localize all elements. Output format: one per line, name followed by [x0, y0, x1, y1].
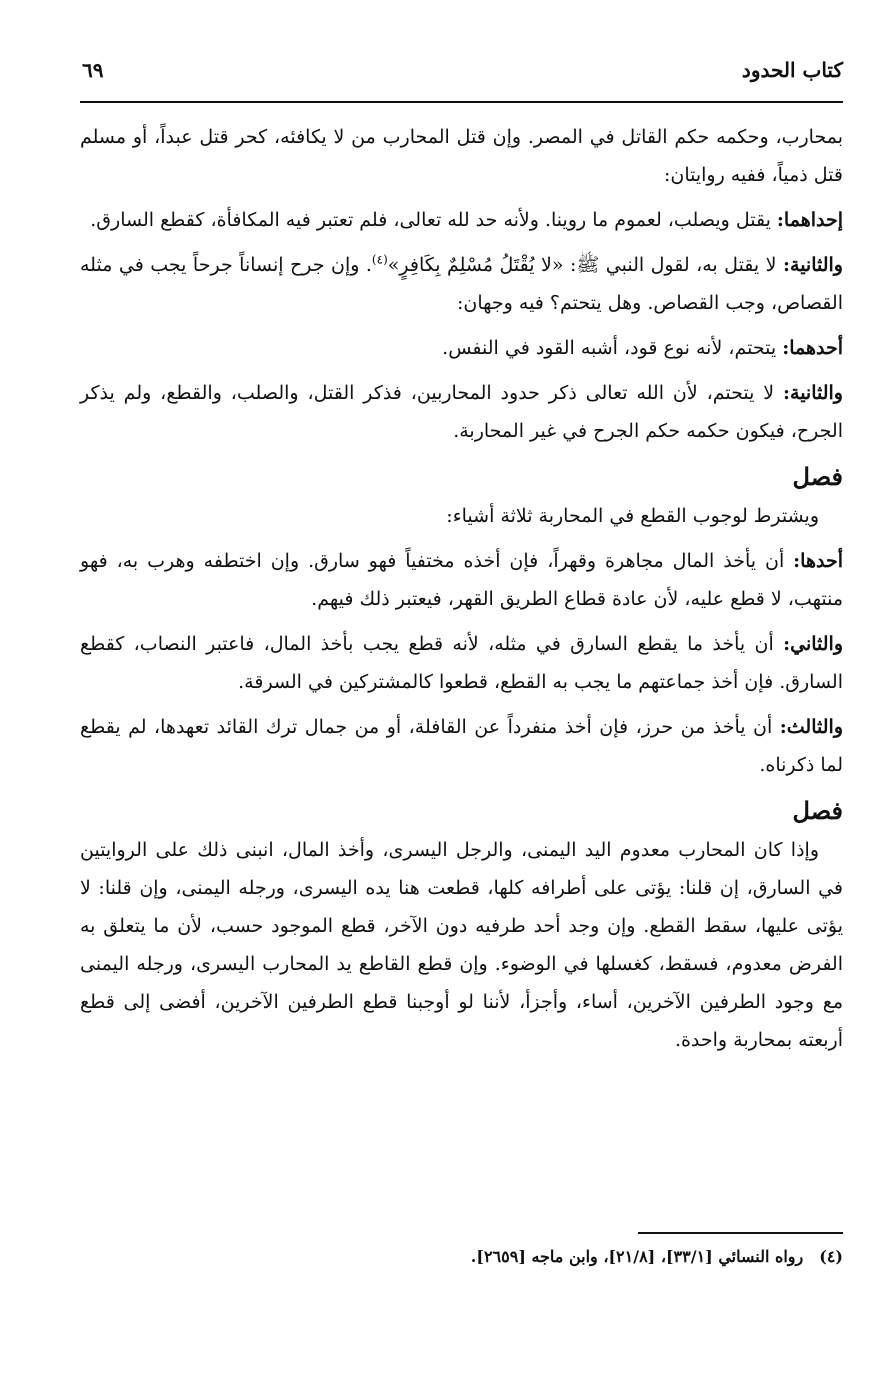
paragraph-4: أحدهما: يتحتم، لأنه نوع قود، أشبه القود في النفس.	[442, 337, 843, 359]
section-heading-1: فصل	[792, 462, 843, 491]
paragraph-1: بمحارب، وحكمه حكم القاتل في المصر. وإن قتل المحارب من لا يكافئه، كحر قتل عبداً، أو مسلم قتل ذمياً، ففيه روايتان:	[80, 126, 843, 186]
book-title: كتاب الحدود	[741, 58, 843, 82]
section1-intro: ويشترط لوجوب القطع في المحاربة ثلاثة أشياء:	[446, 505, 819, 527]
footnote	[80, 1244, 843, 1270]
footnote-text: رواه النسائي [٣٣/١]، [٢١/٨]، وابن ماجه [٢٦٥٩].	[470, 1247, 804, 1266]
keyword: أحدهما:	[782, 337, 843, 359]
section-heading-2: فصل	[792, 796, 843, 825]
section2-paragraph: وإذا كان المحارب معدوم اليد اليمنى، والرجل اليسرى، وأخذ المال، انبنى ذلك على الروايتين في السارق، إن قلنا: يؤتى على أطرافه كلها، قطعت هنا يده اليسرى، ورجله اليمنى، وإن قلنا: لا يؤتى عليها، سقط القطع. وإن وجد أحد طرفيه دون الآخر، قطع الموجود حسب، لأن ما يتعلق به الفرض معدوم، فسقط، كغسلها في الوضوء. وإن قطع القاطع يد المحارب اليسرى، ورجله اليمنى مع وجود الطرفين الآخرين، أساء، وأجزأ، لأننا لو أوجبنا قطع الطرفين الآخرين، أفضى إلى قطع أربعته بمحاربة واحدة.	[80, 839, 843, 1051]
page	[80, 0, 843, 1385]
paragraph-2: إحداهما: يقتل ويصلب، لعموم ما روينا. ولأنه حد لله تعالى، فلم تعتبر فيه المكافأة، كقطع السارق.	[90, 209, 843, 231]
paragraph-3: والثانية: لا يقتل به، لقول النبي ﷺ: «لا يُقْتَلُ مُسْلِمٌ بِكَافِرٍ»$^{(٤)}$. وإن جرح إنساناً جرحاً يجب في مثله القصاص، وجب القصاص. وهل يتحتم؟ فيه وجهان:	[80, 252, 843, 314]
keyword: والثالث:	[779, 716, 843, 738]
keyword: والثاني:	[783, 633, 843, 655]
running-header	[80, 58, 843, 90]
footnote-rule	[638, 1232, 843, 1234]
section1-paragraph-2: والثاني: أن يأخذ ما يقطع السارق في مثله، لأنه قطع يجب بأخذ المال، فاعتبر النصاب، كقطع السارق. فإن أخذ جماعتهم ما يجب به القطع، قطعوا كالمشتركين في السرقة.	[80, 633, 843, 693]
section1-paragraph-1: أحدها: أن يأخذ المال مجاهرة وقهراً، فإن أخذه مختفياً فهو سارق. وإن اختطفه وهرب به، فهو منتهب، لا قطع عليه، لأن عادة قطاع الطريق القهر، فيعتبر ذلك فيهم.	[80, 550, 843, 610]
header-rule	[80, 101, 843, 103]
keyword: أحدها:	[793, 550, 843, 572]
keyword: إحداهما:	[776, 209, 843, 231]
keyword: والثانية:	[783, 254, 843, 276]
footnote-number: (٤)	[819, 1247, 843, 1266]
section1-paragraph-3: والثالث: أن يأخذ من حرز، فإن أخذ منفرداً عن القافلة، أو من جمال ترك القائد تعهدها، لم يقطع لما ذكرناه.	[80, 716, 843, 776]
main-text	[80, 118, 843, 1066]
paragraph-5: والثانية: لا يتحتم، لأن الله تعالى ذكر حدود المحاربين، فذكر القتل، والصلب، والقطع، ولم يذكر الجرح، فيكون حكمه حكم الجرح في غير المحاربة.	[80, 382, 843, 442]
page-number: ٦٩	[82, 58, 104, 82]
footnote-ref: (٤)	[371, 252, 388, 267]
keyword: والثانية:	[783, 382, 843, 404]
